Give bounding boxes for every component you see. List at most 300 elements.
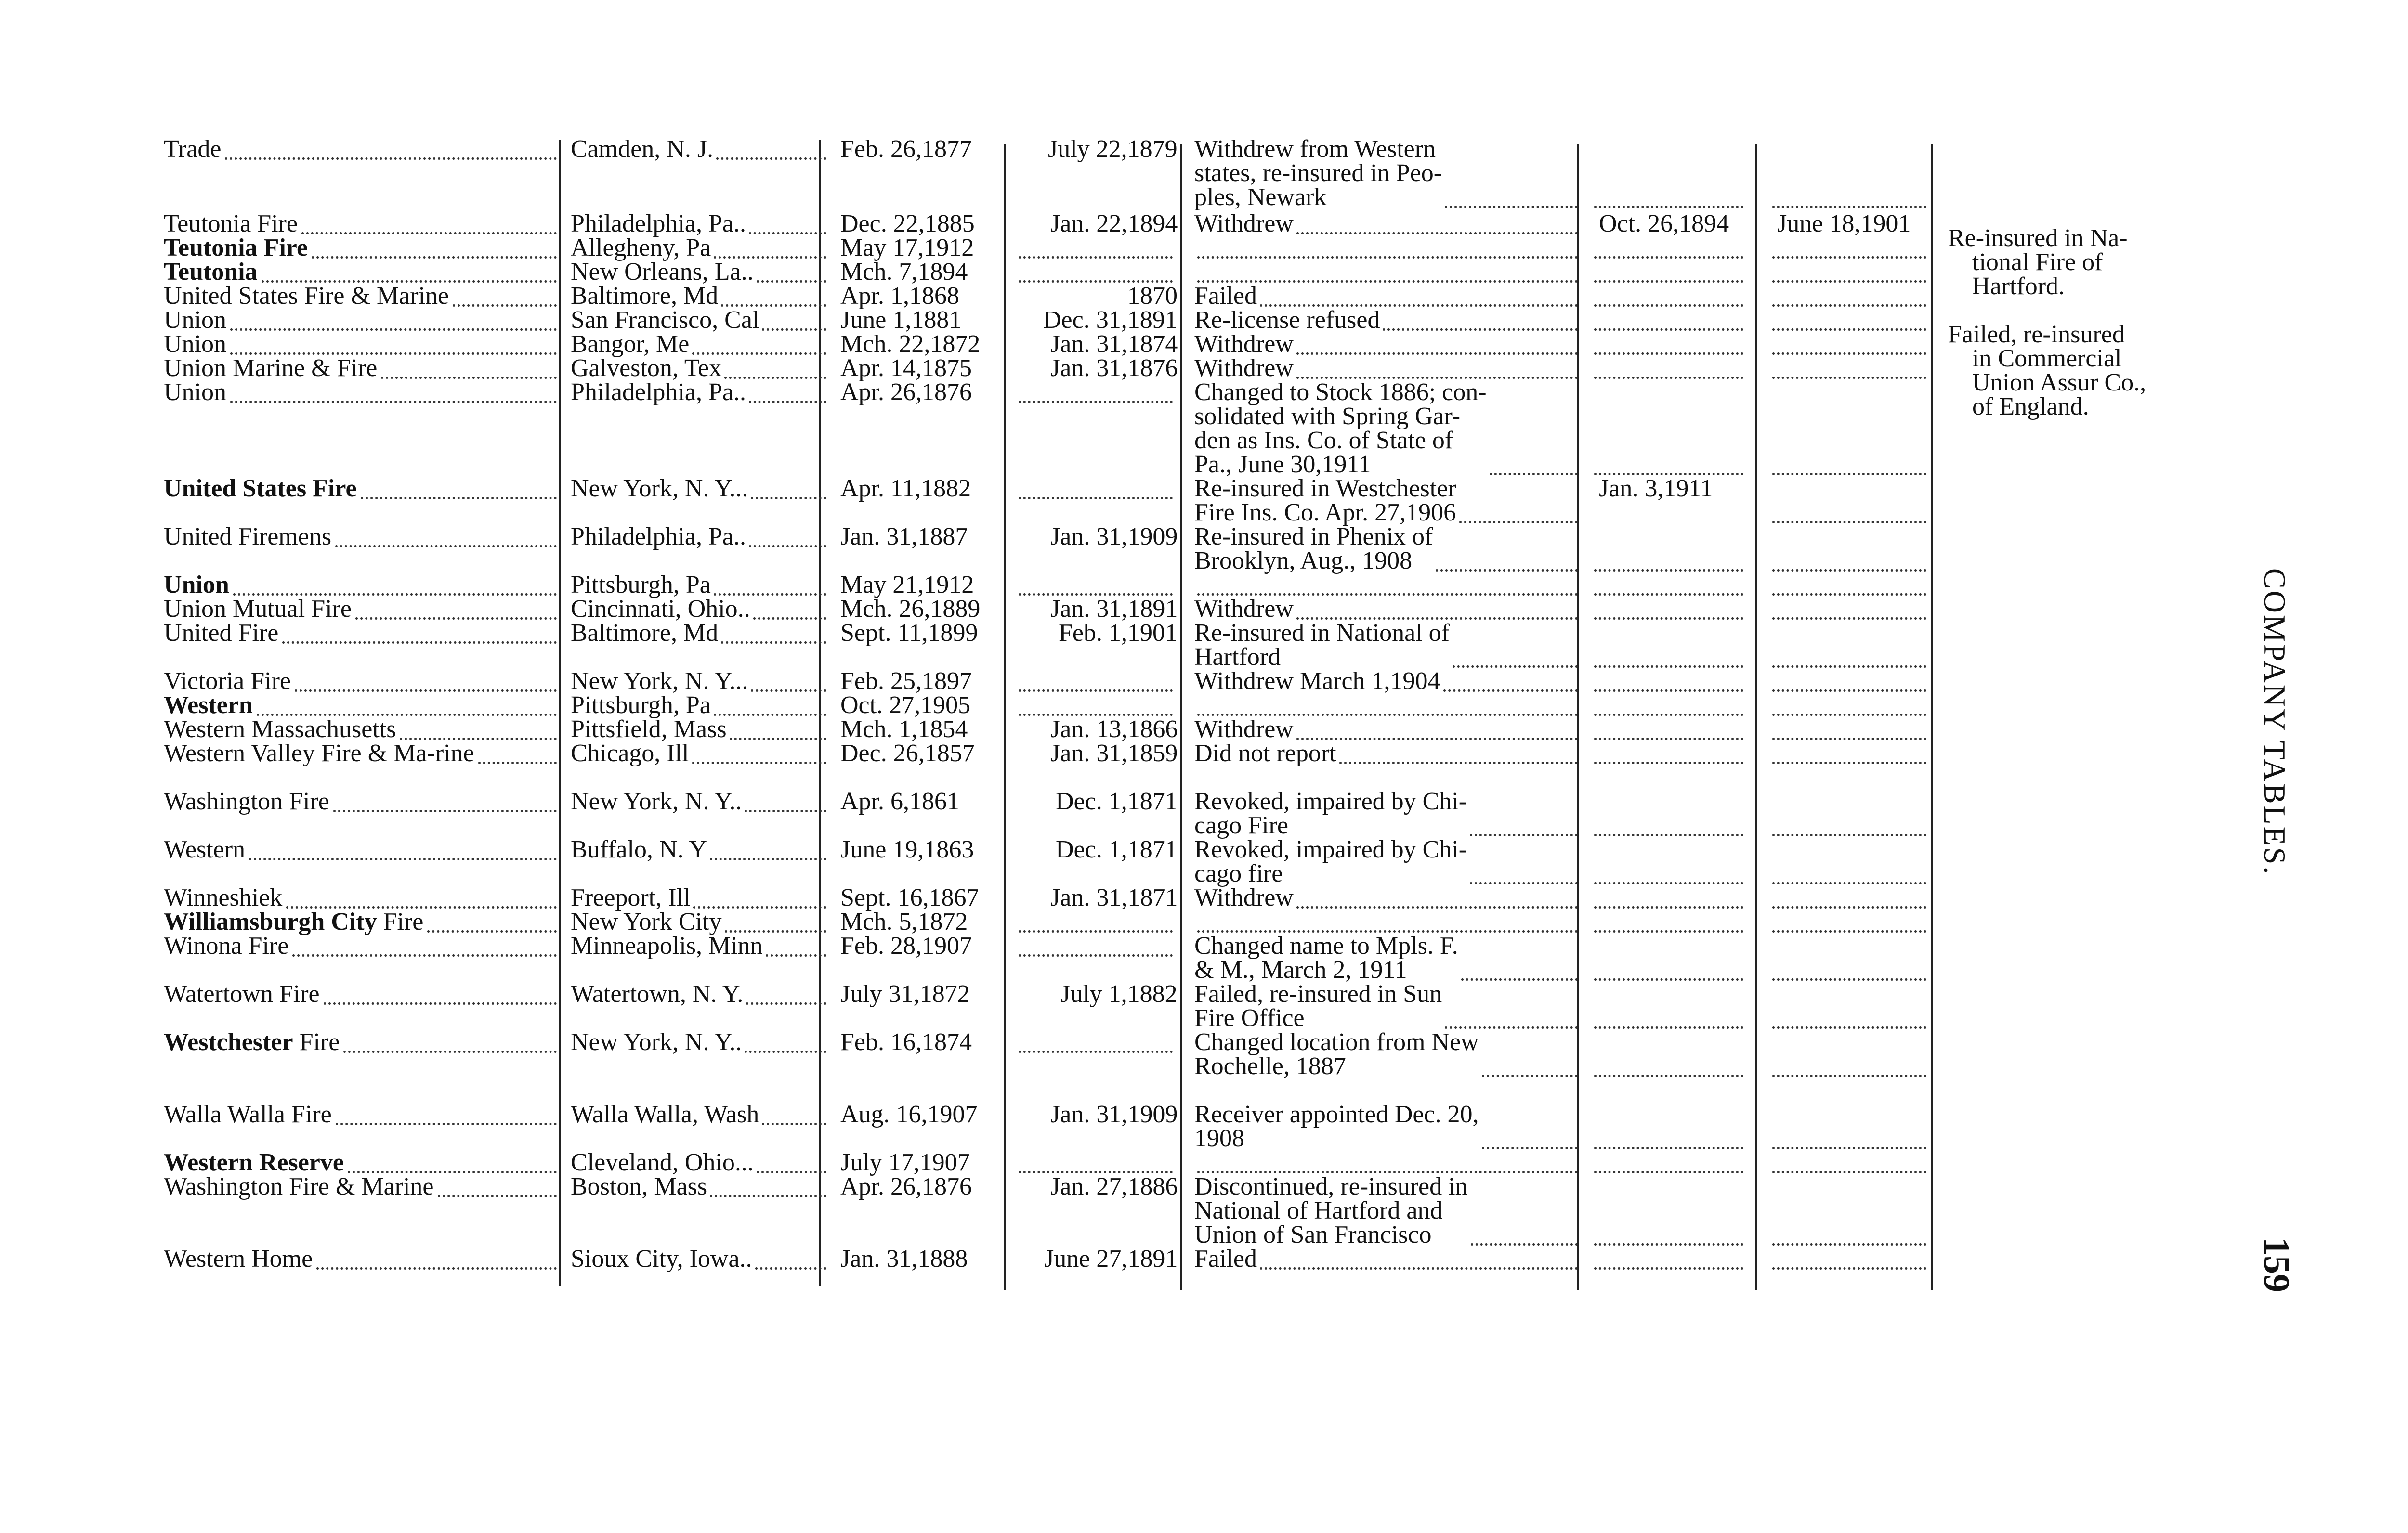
company-location: Freeport, Ill	[571, 884, 691, 911]
leader-dots	[1594, 1243, 1743, 1246]
side-note-line: Re-insured in Na-	[1948, 224, 2128, 252]
leader-dots	[478, 762, 557, 764]
date-ceased: June 27,1891	[1044, 1245, 1178, 1273]
side-note	[1948, 323, 2146, 419]
date-organized: Apr. 14,1875	[840, 354, 972, 382]
remarks-line: Changed location from New	[1194, 1028, 1479, 1056]
leader-dots	[1772, 206, 1926, 208]
company-location: Bangor, Me	[571, 330, 690, 358]
remarks-line: Withdrew	[1194, 210, 1294, 237]
leader-dots	[1772, 377, 1926, 379]
company-name	[164, 886, 282, 910]
company-name-text: Western Massachusetts	[164, 715, 396, 743]
leader-dots	[1594, 762, 1743, 764]
leader-dots	[1019, 497, 1173, 499]
company-location: Buffalo, N. Y	[571, 836, 707, 863]
leader-dots	[1594, 689, 1743, 692]
company-name	[164, 284, 449, 308]
leader-dots	[1772, 978, 1926, 981]
leader-dots	[745, 810, 826, 812]
remarks-line: 1908	[1194, 1125, 1244, 1152]
company-location: Chicago, Ill	[571, 740, 689, 767]
leader-dots	[1459, 521, 1578, 523]
column-rule	[819, 140, 821, 1286]
leader-dots	[1453, 665, 1578, 668]
remarks-line: cago fire	[1194, 860, 1283, 887]
company-location: Galveston, Tex	[571, 354, 722, 382]
side-note-line: Failed, re-insured	[1948, 321, 2125, 348]
date-organized: July 17,1907	[840, 1149, 970, 1176]
remarks-line: Withdrew March 1,1904	[1194, 667, 1440, 695]
column-rule	[1004, 144, 1006, 1290]
company-name	[164, 260, 258, 284]
leader-dots	[1470, 834, 1578, 836]
leader-dots	[361, 497, 557, 499]
date-organized: Feb. 25,1897	[840, 667, 972, 695]
remarks	[1194, 669, 1440, 693]
company-location: Philadelphia, Pa..	[571, 210, 746, 237]
company-name-text: United Fire	[164, 619, 279, 647]
leader-dots	[1197, 256, 1578, 259]
leader-dots	[693, 906, 826, 909]
company-name-text: Union Marine & Fire	[164, 354, 378, 382]
company-location: Baltimore, Md	[571, 282, 719, 310]
leader-dots	[1019, 280, 1173, 283]
remarks-line: ples, Newark	[1194, 183, 1327, 211]
leader-dots	[749, 545, 826, 547]
leader-dots	[1019, 593, 1173, 596]
leader-dots	[230, 401, 557, 403]
date-organized: Dec. 26,1857	[840, 740, 975, 767]
company-name	[164, 1247, 313, 1271]
company-location: New Orleans, La..	[571, 258, 754, 286]
company-name	[164, 236, 308, 260]
leader-dots	[692, 762, 826, 764]
leader-dots	[692, 352, 826, 355]
date-reentered: Jan. 3,1911	[1599, 475, 1713, 502]
date-organized: Apr. 11,1882	[840, 475, 971, 502]
date-organized: Jan. 31,1887	[840, 523, 968, 550]
leader-dots	[453, 304, 557, 307]
leader-dots	[1772, 834, 1926, 836]
leader-dots	[1436, 569, 1578, 572]
leader-dots	[1197, 714, 1578, 716]
company-name	[164, 525, 331, 549]
date-final: June 18,1901	[1777, 210, 1911, 237]
date-ceased: Dec. 1,1871	[1056, 836, 1178, 863]
leader-dots	[1772, 906, 1926, 909]
remarks-line: Failed	[1194, 1245, 1257, 1273]
leader-dots	[1019, 689, 1173, 692]
leader-dots	[1296, 617, 1578, 620]
leader-dots	[1296, 352, 1578, 355]
leader-dots	[295, 689, 557, 692]
leader-dots	[225, 157, 557, 160]
company-location: Sioux City, Iowa..	[571, 1245, 752, 1273]
company-name-text: Washington Fire	[164, 788, 329, 815]
remarks-line: Union of San Francisco	[1194, 1221, 1432, 1248]
leader-dots	[721, 641, 826, 644]
company-name	[164, 356, 377, 380]
remarks	[1194, 597, 1294, 621]
remarks	[1194, 137, 1442, 209]
leader-dots	[1772, 1026, 1926, 1029]
leader-dots	[355, 617, 557, 620]
leader-dots	[249, 858, 557, 860]
company-location: New York, N. Y...	[571, 667, 748, 695]
date-ceased: Jan. 31,1871	[1050, 884, 1178, 911]
remarks	[1194, 790, 1467, 838]
company-name-text: Westchester	[164, 1028, 293, 1056]
date-organized: Mch. 7,1894	[840, 258, 968, 286]
date-ceased: Jan. 13,1866	[1050, 715, 1178, 743]
leader-dots	[1772, 738, 1926, 740]
remarks-line: Revoked, impaired by Chi-	[1194, 788, 1467, 815]
leader-dots	[257, 714, 557, 716]
company-name-text: Union Mutual Fire	[164, 595, 352, 623]
company-name	[164, 838, 245, 862]
page-number: 159	[2256, 1237, 2297, 1292]
leader-dots	[1594, 352, 1743, 355]
leader-dots	[336, 1123, 557, 1125]
remarks	[1194, 982, 1442, 1030]
leader-dots	[1296, 906, 1578, 909]
leader-dots	[1772, 1171, 1926, 1173]
leader-dots	[301, 232, 557, 234]
company-location: Pittsburgh, Pa	[571, 691, 711, 719]
leader-dots	[1197, 593, 1578, 596]
leader-dots	[1594, 1075, 1743, 1077]
date-ceased: July 22,1879	[1048, 135, 1178, 163]
leader-dots	[716, 157, 826, 160]
leader-dots	[1260, 1267, 1578, 1270]
date-organized: May 21,1912	[840, 571, 974, 598]
company-name-text: Teutonia Fire	[164, 210, 298, 237]
remarks-line: Discontinued, re-insured in	[1194, 1173, 1468, 1200]
leader-dots	[1594, 1171, 1743, 1173]
leader-dots	[757, 280, 826, 283]
remarks-line: National of Hartford and	[1194, 1197, 1443, 1224]
leader-dots	[753, 617, 826, 620]
column-rule	[1931, 144, 1933, 1290]
remarks	[1194, 308, 1380, 332]
leader-dots	[230, 328, 557, 331]
leader-dots	[1772, 352, 1926, 355]
leader-dots	[230, 352, 557, 355]
remarks-line: cago Fire	[1194, 812, 1288, 839]
leader-dots	[710, 1195, 826, 1197]
company-name-text: Western	[164, 691, 253, 719]
company-name-text: Teutonia	[164, 258, 258, 286]
date-organized: Apr. 1,1868	[840, 282, 959, 310]
leader-dots	[343, 1051, 557, 1053]
remarks-line: states, re-insured in Peo-	[1194, 159, 1442, 187]
leader-dots	[757, 1171, 826, 1173]
company-name	[164, 790, 329, 814]
side-note-line: Union Assur Co.,	[1972, 369, 2146, 396]
leader-dots	[725, 930, 826, 933]
date-organized: July 31,1872	[840, 980, 970, 1008]
leader-dots	[1594, 304, 1743, 307]
company-name	[164, 741, 474, 766]
date-reentered: Oct. 26,1894	[1599, 210, 1729, 237]
side-note-line: tional Fire of	[1972, 248, 2103, 276]
date-ceased: Dec. 1,1871	[1056, 788, 1178, 815]
leader-dots	[1594, 882, 1743, 884]
company-location: Allegheny, Pa	[571, 234, 711, 261]
remarks	[1194, 1103, 1479, 1151]
date-organized: Jan. 31,1888	[840, 1245, 968, 1273]
leader-dots	[751, 497, 826, 499]
remarks	[1194, 1175, 1468, 1247]
leader-dots	[1594, 328, 1743, 331]
company-name	[164, 212, 298, 236]
date-ceased: Dec. 31,1891	[1043, 306, 1178, 334]
leader-dots	[1019, 1171, 1173, 1173]
side-note-line: in Commercial	[1972, 345, 2122, 372]
leader-dots	[1772, 304, 1926, 307]
company-name-text: Winona Fire	[164, 932, 289, 960]
leader-dots	[1594, 930, 1743, 933]
remarks-line: Withdrew	[1194, 354, 1294, 382]
remarks-line: Re-insured in Phenix of	[1194, 523, 1433, 550]
leader-dots	[1296, 232, 1578, 234]
leader-dots	[714, 256, 826, 259]
company-name	[164, 308, 226, 332]
company-name	[164, 1151, 344, 1175]
column-rule	[1180, 144, 1182, 1290]
company-name	[164, 982, 320, 1006]
date-organized: Apr. 26,1876	[840, 378, 972, 406]
remarks-line: Withdrew from Western	[1194, 135, 1436, 163]
company-location: Minneapolis, Minn	[571, 932, 763, 960]
company-name-text: Western Valley Fire & Ma-rine	[164, 740, 474, 767]
remarks-line: & M., March 2, 1911	[1194, 956, 1407, 984]
leader-dots	[1772, 1075, 1926, 1077]
leader-dots	[312, 256, 557, 259]
leader-dots	[1772, 473, 1926, 475]
leader-dots	[1772, 280, 1926, 283]
date-organized: June 19,1863	[840, 836, 974, 863]
company-location: Camden, N. J.	[571, 135, 714, 163]
company-name-text: United States Fire & Marine	[164, 282, 449, 310]
leader-dots	[749, 232, 826, 234]
company-name-suffix: Fire	[293, 1028, 340, 1056]
company-location: Cleveland, Ohio...	[571, 1149, 754, 1176]
date-ceased: Jan. 31,1859	[1050, 740, 1178, 767]
remarks-line: Withdrew	[1194, 595, 1294, 623]
leader-dots	[749, 401, 826, 403]
company-name-text: Western Reserve	[164, 1149, 344, 1176]
leader-dots	[427, 930, 557, 933]
date-organized: Feb. 26,1877	[840, 135, 972, 163]
leader-dots	[1772, 1267, 1926, 1270]
leader-dots	[1461, 978, 1578, 981]
company-location: Philadelphia, Pa..	[571, 523, 746, 550]
leader-dots	[324, 1002, 557, 1005]
leader-dots	[766, 954, 826, 957]
leader-dots	[1383, 328, 1578, 331]
leader-dots	[755, 1267, 826, 1270]
date-organized: Mch. 1,1854	[840, 715, 968, 743]
date-ceased: Jan. 31,1909	[1050, 523, 1178, 550]
remarks-line: Receiver appointed Dec. 20,	[1194, 1101, 1479, 1128]
leader-dots	[1296, 738, 1578, 740]
leader-dots	[1019, 954, 1173, 957]
company-name	[164, 717, 396, 741]
date-ceased: July 1,1882	[1060, 980, 1178, 1008]
remarks	[1194, 838, 1467, 886]
leader-dots	[335, 545, 557, 547]
leader-dots	[1594, 280, 1743, 283]
company-name	[164, 693, 253, 717]
remarks	[1194, 621, 1450, 669]
remarks-line: Fire Office	[1194, 1004, 1305, 1032]
company-name-text: Victoria Fire	[164, 667, 291, 695]
date-organized: Sept. 11,1899	[840, 619, 978, 647]
remarks-line: Re-insured in National of	[1194, 619, 1450, 647]
leader-dots	[724, 377, 826, 379]
leader-dots	[1260, 304, 1578, 307]
leader-dots	[746, 1002, 826, 1005]
remarks-line: Did not report	[1194, 740, 1336, 767]
company-name-text: United States Fire	[164, 475, 357, 502]
leader-dots	[316, 1267, 557, 1270]
leader-dots	[1772, 689, 1926, 692]
company-name	[164, 910, 423, 934]
leader-dots	[1594, 569, 1743, 572]
leader-dots	[1594, 377, 1743, 379]
remarks	[1194, 332, 1294, 356]
company-name	[164, 621, 278, 645]
date-ceased: Feb. 1,1901	[1059, 619, 1178, 647]
leader-dots	[721, 304, 826, 307]
leader-dots	[1197, 280, 1578, 283]
date-organized: Dec. 22,1885	[840, 210, 975, 237]
company-location: Baltimore, Md	[571, 619, 719, 647]
remarks	[1194, 717, 1294, 741]
leader-dots	[1594, 617, 1743, 620]
company-name-text: Winneshiek	[164, 884, 283, 911]
company-location: New York, N. Y..	[571, 788, 742, 815]
leader-dots	[1594, 593, 1743, 596]
leader-dots	[1772, 593, 1926, 596]
company-location: Watertown, N. Y.	[571, 980, 744, 1008]
leader-dots	[1296, 377, 1578, 379]
remarks-line: Fire Ins. Co. Apr. 27,1906	[1194, 499, 1456, 526]
date-ceased: Jan. 31,1876	[1050, 354, 1178, 382]
remarks	[1194, 477, 1456, 525]
leader-dots	[1443, 689, 1578, 692]
leader-dots	[1772, 569, 1926, 572]
company-name	[164, 669, 291, 693]
leader-dots	[1772, 1243, 1926, 1246]
remarks-line: solidated with Spring Gar-	[1194, 403, 1461, 430]
column-rule	[1577, 144, 1579, 1290]
date-organized: Apr. 26,1876	[840, 1173, 972, 1200]
company-name	[164, 1175, 434, 1199]
date-organized: Mch. 5,1872	[840, 908, 968, 935]
remarks-line: Pa., June 30,1911	[1194, 451, 1371, 478]
remarks	[1194, 741, 1336, 766]
remarks-line: Revoked, impaired by Chi-	[1194, 836, 1467, 863]
remarks-line: Failed	[1194, 282, 1257, 310]
side-note-line: Hartford.	[1972, 273, 2065, 300]
company-name-text: Washington Fire & Marine	[164, 1173, 434, 1200]
leader-dots	[714, 593, 826, 596]
company-location: Pittsfield, Mass	[571, 715, 727, 743]
remarks-line: Re-insured in Westchester	[1194, 475, 1456, 502]
column-rule	[559, 140, 561, 1286]
company-name	[164, 332, 226, 356]
leader-dots	[1594, 834, 1743, 836]
leader-dots	[1772, 1147, 1926, 1149]
leader-dots	[1594, 714, 1743, 716]
remarks-line: Changed to Stock 1886; con-	[1194, 378, 1487, 406]
leader-dots	[1197, 930, 1578, 933]
date-organized: Sept. 16,1867	[840, 884, 979, 911]
date-ceased: Jan. 31,1891	[1050, 595, 1178, 623]
date-ceased: Jan. 31,1909	[1050, 1101, 1178, 1128]
company-name-text: Western Home	[164, 1245, 313, 1273]
leader-dots	[1594, 665, 1743, 668]
date-organized: Oct. 27,1905	[840, 691, 971, 719]
company-name-text: Western	[164, 836, 246, 863]
remarks-line: Withdrew	[1194, 330, 1294, 358]
company-name	[164, 597, 352, 621]
leader-dots	[381, 377, 557, 379]
leader-dots	[233, 593, 557, 596]
leader-dots	[751, 689, 826, 692]
remarks	[1194, 380, 1487, 477]
remarks	[1194, 212, 1294, 236]
leader-dots	[262, 280, 557, 283]
company-name-text: Union	[164, 330, 226, 358]
remarks	[1194, 525, 1433, 573]
leader-dots	[1772, 521, 1926, 523]
remarks-line: Withdrew	[1194, 715, 1294, 743]
leader-dots	[333, 810, 557, 812]
column-rule	[1755, 144, 1757, 1290]
company-name-text: Union	[164, 306, 226, 334]
company-name	[164, 477, 357, 501]
leader-dots	[1594, 1267, 1743, 1270]
company-name	[164, 934, 288, 958]
leader-dots	[1482, 1075, 1578, 1077]
leader-dots	[438, 1195, 557, 1197]
company-location: New York City	[571, 908, 722, 935]
date-organized: May 17,1912	[840, 234, 974, 261]
company-name-text: Walla Walla Fire	[164, 1101, 332, 1128]
leader-dots	[1482, 1147, 1578, 1149]
company-name	[164, 137, 221, 161]
leader-dots	[1594, 473, 1743, 475]
company-name-text: Watertown Fire	[164, 980, 320, 1008]
leader-dots	[1594, 206, 1743, 208]
leader-dots	[762, 1123, 826, 1125]
date-ceased: Jan. 27,1886	[1050, 1173, 1178, 1200]
leader-dots	[400, 738, 557, 740]
leader-dots	[292, 954, 557, 957]
date-organized: Mch. 26,1889	[840, 595, 981, 623]
remarks	[1194, 1030, 1479, 1078]
remarks	[1194, 1247, 1257, 1271]
remarks	[1194, 934, 1458, 982]
leader-dots	[1197, 1171, 1578, 1173]
leader-dots	[1772, 617, 1926, 620]
remarks-line: Brooklyn, Aug., 1908	[1194, 547, 1413, 574]
date-ceased: Jan. 22,1894	[1050, 210, 1178, 237]
